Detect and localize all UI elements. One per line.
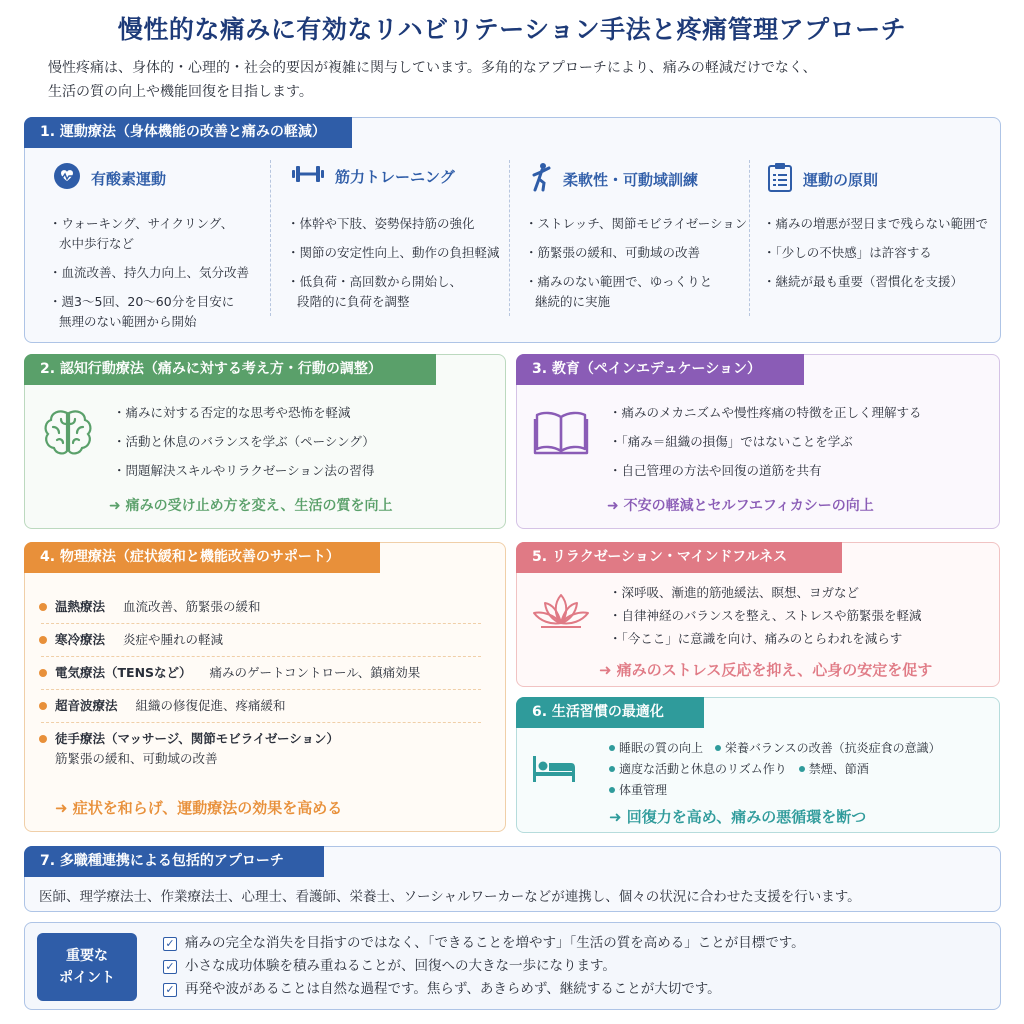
list-item: 適度な活動と休息のリズム作り [609,759,787,780]
section-header: 5. リラクゼーション・マインドフルネス [516,542,842,573]
list-item: ・痛みの増悪が翌日まで残らない範囲で [763,216,989,231]
key-points-list [163,932,805,1001]
conclusion-text: ➜ 痛みの受け止め方を変え、生活の質を向上 [109,498,393,514]
intro-text [48,56,988,104]
list-item: ・自律神経のバランスを整え、ストレスや筋緊張を軽減 [609,608,922,623]
lifestyle-section [516,697,1000,833]
list-item: ・自己管理の方法や回復の道筋を共有 [609,463,822,478]
conclusion-text: ➜ 痛みのストレス反応を抑え、心身の安定を促す [599,661,933,679]
lifestyle-list [609,738,989,801]
intro-line: 生活の質の向上や機能回復を目指します。 [48,84,313,100]
section-header: 1. 運動療法（身体機能の改善と痛みの軽減） [24,117,352,148]
list-item: 禁煙、節酒 [799,759,869,780]
list-item: ・低負荷・高回数から開始し、 段階的に負荷を調整 [287,274,463,309]
column-divider [270,160,271,316]
education-section [516,354,1000,529]
column-divider [749,160,750,316]
exercise-section [24,117,1001,343]
heart-pulse-icon [53,162,81,194]
exercise-column [751,162,996,338]
relax-list [609,583,922,652]
lotus-icon [531,591,591,635]
list-item: 電気療法（TENSなど） 痛みのゲートコントロール、鎮痛効果 [41,657,481,690]
list-item: ・血流改善、持久力向上、気分改善 [49,265,250,280]
dumbbell-icon [291,162,325,190]
clipboard-icon [767,162,793,196]
team-section [24,846,1001,912]
list-item: 睡眠の質の向上 [609,738,703,759]
list-item: ・深呼吸、漸進的筋弛緩法、瞑想、ヨガなど [609,585,860,600]
checkbox-icon: ✓ [163,983,177,997]
brain-icon [41,407,95,461]
education-list [609,403,922,490]
list-item: ・筋緊張の緩和、可動域の改善 [525,245,701,260]
list-item: ・「少しの不快感」は許容する [763,245,932,260]
intro-line: 慢性疼痛は、身体的・心理的・社会的要因が複雑に関与しています。多角的なアプローチにより、痛みの軽減だけでなく、 [48,60,817,76]
list-item: 寒冷療法 炎症や腫れの軽減 [41,624,481,657]
list-item: ・「今ここ」に意識を向け、痛みのとらわれを減らす [609,631,903,646]
physio-list [41,591,481,775]
section-header: 4. 物理療法（症状緩和と機能改善のサポート） [24,542,380,573]
list-item: ・痛みのメカニズムや慢性疼痛の特徴を正しく理解する [609,405,922,420]
bullet-dot-icon [39,702,47,710]
exercise-column [37,162,275,338]
conclusion-text: ➜ 不安の軽減とセルフエフィカシーの向上 [607,498,874,514]
page-title: 慢性的な痛みに有効なリハビリテーション手法と疼痛管理アプローチ [117,15,907,44]
list-item: ・ストレッチ、関節モビライゼーション [525,216,748,231]
list-item: ・痛みのない範囲で、ゆっくりと 継続的に実施 [525,274,713,309]
list-item: 体重管理 [609,780,667,801]
team-text: 医師、理学療法士、作業療法士、心理士、看護師、栄養士、ソーシャルワーカーなどが連携し、個々の状況に合わせた支援を行います。 [39,889,861,905]
bullet-dot-icon [39,603,47,611]
bullet-dot-icon [39,636,47,644]
column-divider [509,160,510,316]
conclusion-text: ➜ 症状を和らげ、運動療法の効果を高める [55,799,343,817]
physio-section [24,542,506,832]
list-item: 栄養バランスの改善（抗炎症食の意識） [715,738,941,759]
book-icon [533,409,589,459]
checkbox-icon: ✓ [163,960,177,974]
list-item: ・週3〜5回、20〜60分を目安に 無理のない範囲から開始 [49,294,235,329]
list-item: ・問題解決スキルやリラクゼーション法の習得 [113,463,375,478]
list-item: ✓ 痛みの完全な消失を目指すのではなく、「できることを増やす」「生活の質を高める」ことが目標です。 [163,932,805,955]
key-points-label: 重要な ポイント [37,933,137,1001]
exercise-column [275,162,513,338]
section-header: 3. 教育（ペインエデュケーション） [516,354,804,385]
relaxation-section [516,542,1000,687]
list-item: 温熱療法 血流改善、筋緊張の緩和 [41,591,481,624]
list-item: ✓ 再発や波があることは自然な過程です。焦らず、あきらめず、継続することが大切です。 [163,978,805,1001]
list-item: ・ウォーキング、サイクリング、 水中歩行など [49,216,234,251]
stretch-icon [529,162,553,196]
exercise-column [513,162,751,338]
column-title: 筋力トレーニング [335,167,455,186]
checkbox-icon: ✓ [163,937,177,951]
cbt-list [113,403,375,490]
section-header: 6. 生活習慣の最適化 [516,697,704,728]
bed-icon [531,754,577,788]
column-title: 有酸素運動 [91,169,167,188]
list-item: 徒手療法（マッサージ、関節モビライゼーション） 筋緊張の緩和、可動域の改善 [41,723,481,775]
column-title: 柔軟性・可動域訓練 [563,170,699,189]
key-points-section [24,922,1001,1010]
list-item: ・「痛み＝組織の損傷」ではないことを学ぶ [609,434,853,449]
section-header: 7. 多職種連携による包括的アプローチ [24,846,324,877]
conclusion-text: ➜ 回復力を高め、痛みの悪循環を断つ [609,808,867,826]
list-item: ・継続が最も重要（習慣化を支援） [763,274,964,289]
list-item: ✓ 小さな成功体験を積み重ねることが、回復への大きな一歩になります。 [163,955,805,978]
list-item: 超音波療法 組織の修復促進、疼痛緩和 [41,690,481,723]
list-item: ・関節の安定性向上、動作の負担軽減 [287,245,500,260]
bullet-dot-icon [39,735,47,743]
list-item: ・活動と休息のバランスを学ぶ（ペーシング） [113,434,375,449]
cbt-section [24,354,506,529]
list-item: ・体幹や下肢、姿勢保持筋の強化 [287,216,475,231]
column-title: 運動の原則 [803,170,879,189]
bullet-dot-icon [39,669,47,677]
list-item: ・痛みに対する否定的な思考や恐怖を軽減 [113,405,351,420]
section-header: 2. 認知行動療法（痛みに対する考え方・行動の調整） [24,354,436,385]
